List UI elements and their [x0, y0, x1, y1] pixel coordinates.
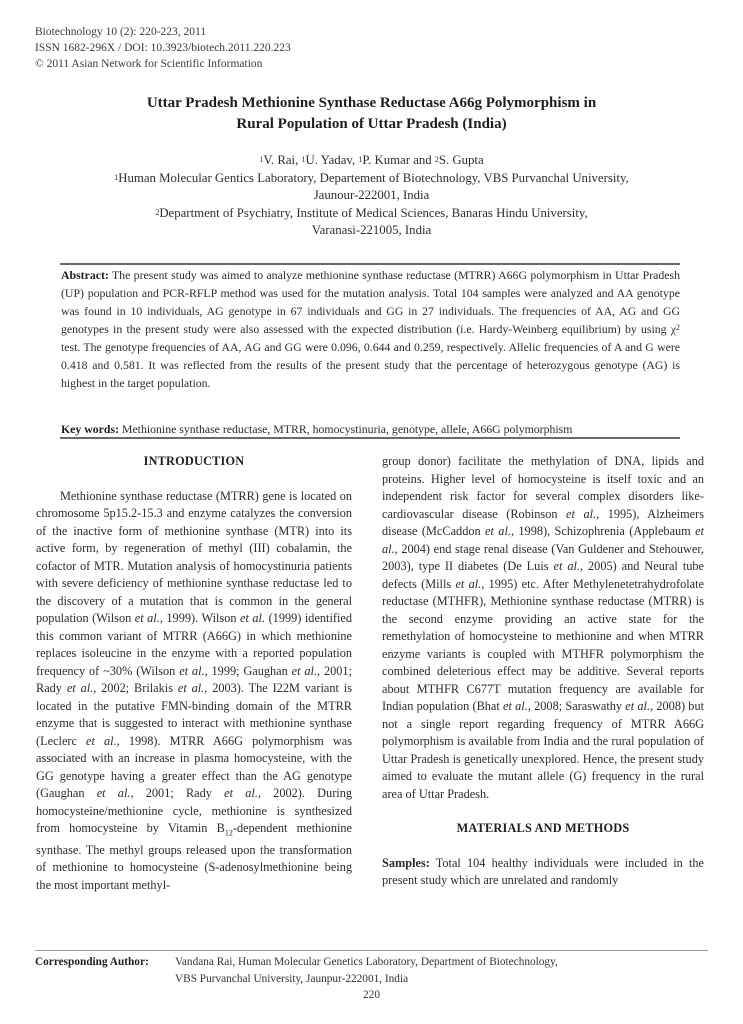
et-al: et al. [240, 611, 266, 625]
corresponding-line-2: VBS Purvanchal University, Jaunpur-222001, India [175, 973, 409, 985]
footer-rule [35, 950, 708, 951]
text-run: , 2008) but not a single report regarding frequency of MTRR A66G polymorphism is available from India and the rural population of Uttar Pradesh is genetically unexplored. Hence, the present study aimed to evaluate the mutant allele (G) frequency in the rural area of Uttar Pradesh. [382, 699, 705, 801]
text-run: , 2001; Rady [36, 663, 352, 695]
et-al: et al. [566, 506, 597, 521]
title-line-1: Uttar Pradesh Methionine Synthase Reductase A66g Polymorphism in [146, 95, 597, 111]
et-al: et al. [86, 733, 117, 748]
affiliation-marker: 1 [358, 155, 363, 164]
et-al: et al. [625, 699, 651, 713]
affiliation-2 [0, 205, 743, 223]
journal-header [35, 24, 291, 72]
text-run: (1999) identified this common variant of MTRR (A66G) in which methionine replaces isoleucine in the enzyme with a reported population frequency of ~30% (Wilson [36, 611, 353, 678]
keywords [61, 421, 680, 437]
page-number: 220 [363, 989, 380, 1001]
text-run: , 2004) end stage renal disease (Van Guldener and Stehouwer, 2003), type II diabetes (De Luis [382, 541, 704, 573]
title-line-2: Rural Population of Uttar Pradesh (India) [236, 116, 507, 132]
author-name: S. Gupta [438, 153, 484, 167]
abstract-top-rule [60, 263, 680, 265]
chi-superscript: 2 [676, 323, 680, 332]
text-run: , 1999). Wilson [159, 611, 241, 625]
keywords-rule [60, 437, 680, 439]
text-run: , 1998). MTRR A66G polymorphism was associated with an increase in plasma homocysteine, with the GG genotype having a greater effect than the AG genotype (Gaughan [36, 733, 353, 800]
paper-title [0, 93, 743, 135]
author-block [0, 152, 743, 240]
abstract-label: Abstract: [61, 268, 109, 282]
et-al: et al. [503, 699, 528, 713]
keywords-text: Methionine synthase reductase, MTRR, homocystinuria, genotype, allele, A66G polymorphism [119, 422, 573, 436]
chi-symbol: χ [670, 322, 676, 336]
abstract-text-2: test. The genotype frequencies of AA, AG and GG were 0.096, 0.644 and 0.259, respectively. Allelic frequencies of A and G were 0.418 and 0.581. It was reflected from the results of the present study that the percentage of heterozygous genotype (AG) is highest in the target population. [61, 340, 680, 390]
affiliation-1 [0, 170, 743, 188]
text-run: , 1999; Gaughan [204, 663, 292, 678]
corresponding-label: Corresponding Author: [35, 956, 149, 968]
samples-text: Total 104 healthy individuals were included in the present study which are unrelated and randomly [382, 855, 704, 887]
affiliation-marker: 1 [301, 155, 306, 164]
abstract [61, 266, 680, 392]
et-al: et al. [455, 576, 482, 591]
text-run: , 2002; Brilakis [93, 681, 178, 695]
samples-paragraph [382, 855, 704, 890]
journal-citation: Biotechnology 10 (2): 220-223, 2011 [35, 26, 207, 38]
et-al: et al. [134, 611, 160, 625]
introduction-paragraph-continued [382, 453, 704, 803]
et-al: et al. [224, 786, 258, 800]
et-al: et al. [179, 663, 205, 678]
affiliation-marker: 2 [434, 155, 439, 164]
text-run: , 2002). During homocysteine/methionine cycle, methionine is synthesized from homocysteine by Vitamin B [36, 786, 353, 835]
affiliation-text: Human Molecular Gentics Laboratory, Departement of Biotechnology, VBS Purvanchal University, [118, 170, 629, 185]
abstract-text-1: The present study was aimed to analyze methionine synthase reductase (MTRR) A66G polymorphism in Uttar Pradesh (UP) population and PCR-RFLP method was used for the mutation analysis. Total 104 samples were analyzed and AA genotype was found in 10 individuals, AG genotype in 67 individuals and GG in 27 individuals. The frequencies of AA, AG and GG genotypes in the present study were also assessed with the expected distribution (i.e. Hardy-Weinberg equilibrium) by using [61, 268, 680, 336]
affiliation-marker: 1 [114, 172, 119, 182]
author-name: V. Rai, [263, 153, 302, 167]
text-run: -dependent methionine synthase. The methyl groups released upon the transformation of methionine to homocysteine (S-adenosylmethionine being the most important methyl- [36, 821, 352, 892]
affiliation-text: Department of Psychiatry, Institute of Medical Sciences, Banaras Hindu University, [159, 205, 588, 220]
affiliation-marker: 2 [155, 207, 160, 217]
text-run: group donor) facilitate the methylation of DNA, lipids and proteins. Higher level of homocysteine is itself toxic and an independent risk factor for several complex disorders like-cardiovascular disease (Robinson [382, 454, 704, 521]
corresponding-line-1: Vandana Rai, Human Molecular Genetics Laboratory, Department of Biotechnology, [175, 956, 558, 968]
affiliation-marker: 1 [259, 155, 264, 164]
text-run: , 2005) and Neural tube defects (Mills [382, 559, 704, 591]
left-column [36, 453, 352, 894]
samples-label: Samples: [382, 855, 430, 870]
author-name: U. Yadav, [305, 153, 359, 167]
copyright: © 2011 Asian Network for Scientific Information [35, 58, 263, 70]
et-al: et al. [66, 681, 94, 695]
et-al: et al. [96, 786, 131, 800]
text-run: , 2008; Saraswathy [527, 699, 626, 713]
methods-heading: MATERIALS AND METHODS [456, 821, 630, 835]
et-al: et al. [382, 524, 704, 556]
b12-subscript: 12 [224, 828, 233, 838]
text-run: , 1998), Schizophrenia (Applebaum [510, 524, 696, 538]
text-run: , 2001; Rady [130, 786, 225, 800]
text-run: , 2003). The I22M variant is located in the putative FMN-binding domain of the MTRR enzyme that is suggested to interact with methionine synthase (Leclerc [36, 681, 352, 748]
text-run: , 1995) etc. After Methylenetetrahydrofolate reductase (MTHFR), Methionine synthase reductase (MTRR) is the second enzyme providing an active state for the remethylation of homocysteine to methionine and when MTRR enzyme variants is coupled with MTHFR polymorphism the combined deleterious effect may be additive. Several reports about MTHFR C677T mutation frequency are available for Indian population (Bhat [382, 576, 704, 713]
affiliation-1-city: Jaunour-222001, India [313, 188, 430, 202]
keywords-label: Key words: [61, 422, 119, 436]
et-al: et al. [177, 681, 205, 695]
text-run: Methionine synthase reductase (MTRR) gene is located on chromosome 5p15.2-15.3 and enzyme catalyzes the conversion of the inactive form of methionine synthase (MTR) into its active form, by regeneration of methyl (III) cobalamin, the cofactor of MTR. Mutation analysis of homocystinuria patients with severe deficiency of methionine synthase reductase led to the discovery of a mutation that is common in the general population (Wilson [36, 488, 352, 625]
et-al: et al. [553, 559, 580, 573]
spacer [382, 803, 704, 820]
right-column [382, 453, 704, 890]
author-list [0, 152, 743, 170]
issn-doi: ISSN 1682-296X / DOI: 10.3923/biotech.2011.220.223 [35, 42, 291, 54]
text-run: , 1995), Alzheimers disease (McCaddon [382, 506, 704, 538]
affiliation-2-city: Varanasi-221005, India [311, 223, 432, 237]
introduction-paragraph [36, 488, 352, 895]
et-al: et al. [485, 524, 511, 538]
introduction-heading: INTRODUCTION [143, 454, 245, 468]
et-al: et al. [291, 663, 318, 678]
author-name: P. Kumar and [362, 153, 435, 167]
